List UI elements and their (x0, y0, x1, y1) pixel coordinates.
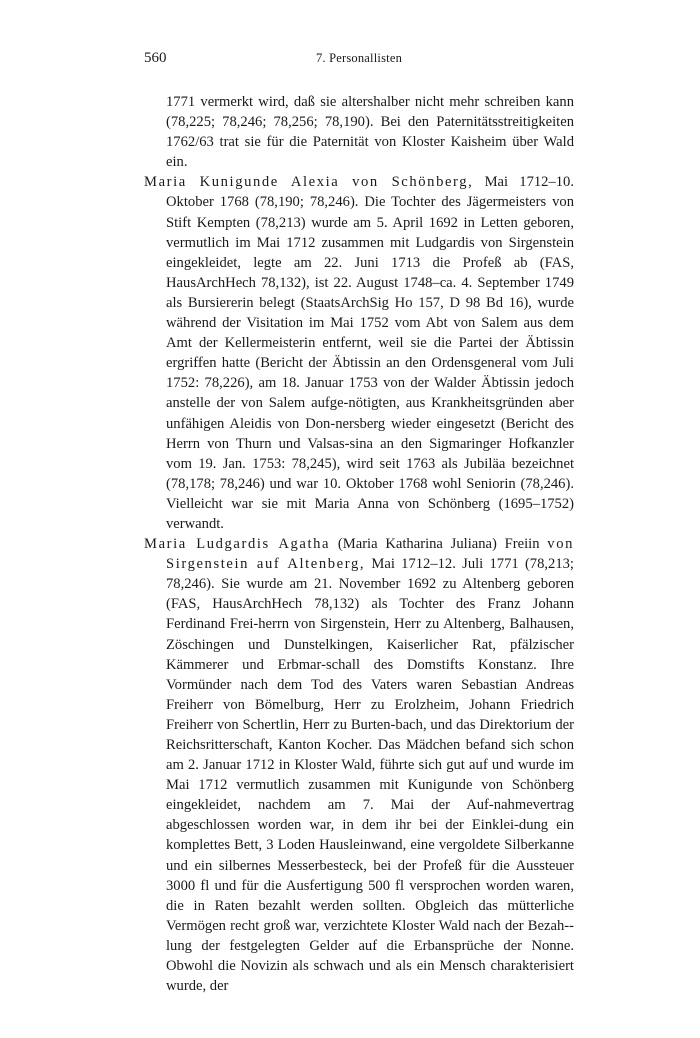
entry-continuation (144, 92, 574, 172)
entry-text: Mai 1712–12. Juli 1771 (78,213; 78,246). Sie wurde am 21. November 1692 zu Altenberg geboren (FAS, HausArchHech 78,132) als Tochter des Franz Johann Ferdinand Frei-herrn von Sirgenstein, Herr zu Altenberg, Balhausen, Zöschingen und Dunstelkingen, Kaiserlicher Rat, pfälzischer Kämmerer und Erbmar-schall des Domstifts Konstanz. Ihre Vormünder nach dem Tod des Vaters waren Sebastian Andreas Freiherr von Bömelburg, Herr zu Erolzheim, Johann Friedrich Freiherr von Schertlin, Herr zu Burten-bach, und das Direktorium der Reichsritterschaft, Kanton Kocher. Das Mädchen befand sich schon am 2. Januar 1712 in Kloster Wald, führte sich gut auf und wurde im Mai 1712 vermutlich zusammen mit Kunigunde von Schönberg eingekleidet, nachdem am 7. Mai der Auf-nahmevertrag abgeschlossen worden war, in dem ihr bei der Einklei-dung ein komplettes Bett, 3 Loden Hausleinwand, eine vergoldete Silberkanne und ein silbernes Messerbesteck, bei der Profeß für die Aussteuer 3000 fl und für die Ausfertigung 500 fl versprochen worden waren, die in Raten bezahlt werden sollten. Obgleich das mütterliche Vermögen recht groß war, verzichtete Kloster Wald nach der Bezah-lung der festgelegten Gelder auf die Erbansprüche der Nonne. Obwohl die Novizin als schwach und als ein Mensch charakterisiert wurde, der (166, 556, 574, 995)
entry-ludgardis-von-sirgenstein (144, 534, 574, 996)
entry-name: Maria Kunigunde Alexia von Schönberg, (144, 174, 474, 191)
entry-kunigunde-von-schoenberg (144, 172, 574, 534)
entry-name-middle: (Maria Katharina Juliana) Freiin (330, 536, 548, 553)
running-head (144, 50, 574, 72)
text-body (144, 92, 574, 996)
chapter-title: 7. Personallisten (315, 51, 403, 65)
entry-text: 1771 vermerkt wird, daß sie altershalber nicht mehr schreiben kann (78,225; 78,246; 78,256; 78,190). Bei den Paternitätsstreitigkeiten 1762/63 trat sie für die Paternität von Kloster Kaisheim über Wald ein. (166, 94, 574, 171)
entry-text: Mai 1712–10. Oktober 1768 (78,190; 78,246). Die Tochter des Jägermeisters von Stift Kempten (78,213) wurde am 5. April 1692 in Letten geboren, vermutlich im Mai 1712 zusammen mit Ludgardis von Sirgenstein eingekleidet, legte am 22. Juni 1713 die Profeß ab (FAS, HausArchHech 78,132), ist 22. August 1748–ca. 4. September 1749 als Bursiererin belegt (StaatsArchSig Ho 157, D 98 Bd 16), wurde während der Visitation im Mai 1752 vom Abt von Salem aus dem Amt der Kellermeisterin entfernt, weil sie die Partei der Äbtissin ergriffen hatte (Bericht der Äbtissin an den Ordensgeneral vom Juli 1752: 78,226), am 18. Januar 1753 von der Walder Äbtissin jedoch anstelle der von Salem aufge-nötigten, aus Krankheitsgründen aber unfähigen Aleidis von Don-nersberg wieder eingesetzt (Bericht des Herrn von Thurn und Valsas-sina an den Sigmaringer Hofkanzler vom 19. Jan. 1753: 78,245), wird seit 1763 als Jubiläa bezeichnet (78,178; 78,246) und war 10. Oktober 1768 wohl Seniorin (78,246). Vielleicht war sie mit Maria Anna von Schönberg (1695–1752) verwandt. (166, 174, 574, 532)
page-number: 560 (144, 50, 167, 66)
entry-name: Maria Ludgardis Agatha (144, 536, 331, 553)
entry-name-family: von Sirgenstein auf Altenberg, (166, 536, 574, 573)
